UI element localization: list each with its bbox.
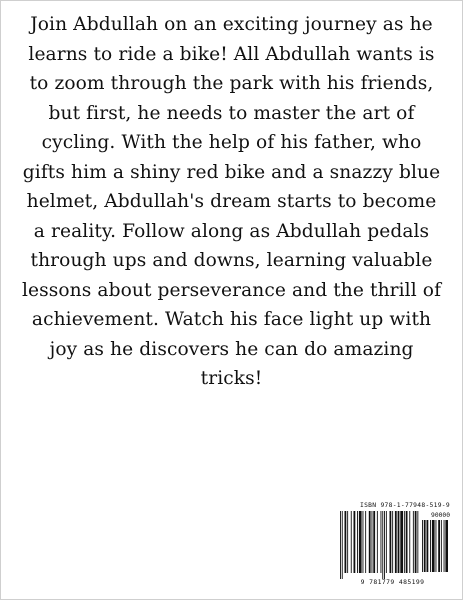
book-description: Join Abdullah on an exciting journey as he learns to ride a bike! All Abdullah wants is to zoom through the park with his friends, but first, he needs to master the art of cycling. With the help of his father, who gifts him a shiny red bike and a snazzy blue helmet, Abdullah's dream starts to become a reality. Follow along as Abdullah pedals through ups and downs, learning valuable lessons about perseverance and the thrill of achievement. Watch his face light up with joy as he discovers he can do amazing tricks! [21, 14, 442, 389]
isbn-barcode [335, 502, 450, 592]
price-code: 90000 [431, 512, 450, 519]
isbn-label: ISBN 978-1-77948-519-9 [359, 502, 450, 509]
ean-number: 9 781779 485199 [360, 578, 425, 586]
supplement-bars-icon [422, 520, 448, 578]
barcode-bars-icon [340, 511, 420, 579]
